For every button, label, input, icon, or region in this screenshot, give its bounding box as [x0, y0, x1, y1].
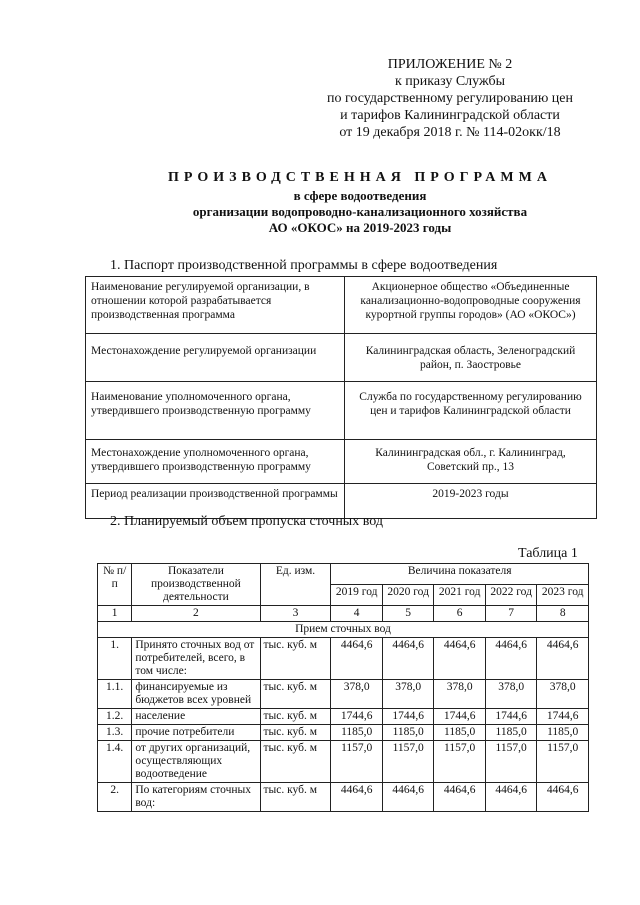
passport-label: Период реализации производственной программы: [86, 484, 345, 519]
row-value: 4464,6: [331, 638, 382, 680]
table-row: [98, 680, 589, 709]
column-number: 2: [132, 606, 260, 622]
row-unit: тыс. куб. м: [260, 783, 331, 812]
row-value: 378,0: [434, 680, 485, 709]
table-row: [98, 741, 589, 783]
column-number: 7: [485, 606, 536, 622]
row-num: 1.3.: [98, 725, 132, 741]
row-value: 1157,0: [382, 741, 433, 783]
row-value: 4464,6: [485, 783, 536, 812]
row-unit: тыс. куб. м: [260, 709, 331, 725]
header-year: 2019 год: [331, 585, 382, 606]
row-num: 2.: [98, 783, 132, 812]
row-indicator: Принято сточных вод от потребителей, всего, в том числе:: [132, 638, 260, 680]
row-value: 4464,6: [485, 638, 536, 680]
header-value: Величина показателя: [331, 564, 589, 585]
row-value: 1185,0: [434, 725, 485, 741]
appendix-line: к приказу Службы: [395, 74, 505, 89]
row-value: 4464,6: [382, 638, 433, 680]
header-num: № п/п: [98, 564, 132, 606]
appendix-header: [300, 56, 600, 141]
passport-row: [86, 440, 597, 484]
passport-row: [86, 334, 597, 382]
row-value: 1744,6: [382, 709, 433, 725]
header-year: 2021 год: [434, 585, 485, 606]
appendix-line: по государственному регулированию цен: [327, 91, 573, 106]
row-value: 378,0: [485, 680, 536, 709]
row-num: 1.: [98, 638, 132, 680]
row-value: 1744,6: [537, 709, 589, 725]
header-indicator: Показатели производственной деятельности: [132, 564, 260, 606]
row-value: 1185,0: [331, 725, 382, 741]
row-value: 4464,6: [434, 638, 485, 680]
section-2-title: 2. Планируемый объем пропуска сточных вод: [110, 514, 383, 529]
table-row: [98, 638, 589, 680]
header-year: 2023 год: [537, 585, 589, 606]
header-unit: Ед. изм.: [260, 564, 331, 606]
row-value: 1744,6: [331, 709, 382, 725]
section-1-title: 1. Паспорт производственной программы в сфере водоотведения: [110, 258, 498, 273]
row-value: 1157,0: [434, 741, 485, 783]
passport-value: Калининградская обл., г. Калининград, Советский пр., 13: [345, 440, 597, 484]
title-subtitle: АО «ОКОС» на 2019-2023 годы: [268, 220, 452, 235]
row-indicator: население: [132, 709, 260, 725]
passport-value: Калининградская область, Зеленоградский район, п. Заостровье: [345, 334, 597, 382]
row-unit: тыс. куб. м: [260, 680, 331, 709]
column-number: 3: [260, 606, 331, 622]
table-header-row: [98, 564, 589, 585]
passport-label: Местонахождение регулируемой организации: [86, 334, 345, 382]
row-value: 1185,0: [382, 725, 433, 741]
table-row: [98, 725, 589, 741]
passport-table: [85, 276, 597, 519]
title-main: ПРОИЗВОДСТВЕННАЯ ПРОГРАММА: [168, 170, 552, 185]
row-value: 378,0: [382, 680, 433, 709]
row-value: 4464,6: [434, 783, 485, 812]
header-year: 2020 год: [382, 585, 433, 606]
passport-label: Наименование регулируемой организации, в отношении которой разрабатывается производственная программа: [86, 277, 345, 334]
row-value: 4464,6: [537, 783, 589, 812]
title-subtitle: в сфере водоотведения: [293, 188, 427, 203]
table-row: [98, 783, 589, 812]
passport-row: [86, 277, 597, 334]
appendix-line: ПРИЛОЖЕНИЕ № 2: [387, 57, 513, 72]
table-group-row: [98, 622, 589, 638]
title-subtitle: организации водопроводно-канализационного хозяйства: [192, 204, 528, 219]
row-value: 1157,0: [485, 741, 536, 783]
row-indicator: финансируемые из бюджетов всех уровней: [132, 680, 260, 709]
header-year: 2022 год: [485, 585, 536, 606]
passport-value: Служба по государственному регулированию цен и тарифов Калининградской области: [345, 382, 597, 440]
table-row: [98, 709, 589, 725]
wastewater-volume-table: [97, 563, 589, 812]
row-value: 1185,0: [485, 725, 536, 741]
row-indicator: от других организаций, осуществляющих водоотведение: [132, 741, 260, 783]
table-column-numbers-row: [98, 606, 589, 622]
appendix-line: и тарифов Калининградской области: [340, 108, 560, 123]
document-title: [60, 170, 640, 236]
appendix-line: от 19 декабря 2018 г. № 114-02окк/18: [339, 125, 561, 140]
row-unit: тыс. куб. м: [260, 638, 331, 680]
passport-value: 2019-2023 годы: [345, 484, 597, 519]
row-value: 1185,0: [537, 725, 589, 741]
row-value: 378,0: [537, 680, 589, 709]
row-value: 4464,6: [331, 783, 382, 812]
column-number: 8: [537, 606, 589, 622]
row-unit: тыс. куб. м: [260, 741, 331, 783]
row-num: 1.1.: [98, 680, 132, 709]
row-indicator: По категориям сточных вод:: [132, 783, 260, 812]
column-number: 5: [382, 606, 433, 622]
row-value: 4464,6: [382, 783, 433, 812]
row-value: 1744,6: [485, 709, 536, 725]
row-indicator: прочие потребители: [132, 725, 260, 741]
passport-value: Акционерное общество «Объединенные канализационно-водопроводные сооружения курортной группы городов» (АО «ОКОС»): [345, 277, 597, 334]
column-number: 6: [434, 606, 485, 622]
column-number: 4: [331, 606, 382, 622]
row-value: 4464,6: [537, 638, 589, 680]
passport-row: [86, 382, 597, 440]
row-num: 1.2.: [98, 709, 132, 725]
row-num: 1.4.: [98, 741, 132, 783]
passport-label: Наименование уполномоченного органа, утвердившего производственную программу: [86, 382, 345, 440]
row-unit: тыс. куб. м: [260, 725, 331, 741]
table-caption: Таблица 1: [518, 546, 578, 561]
row-value: 378,0: [331, 680, 382, 709]
passport-label: Местонахождение уполномоченного органа, утвердившего производственную программу: [86, 440, 345, 484]
row-value: 1744,6: [434, 709, 485, 725]
column-number: 1: [98, 606, 132, 622]
row-value: 1157,0: [537, 741, 589, 783]
row-value: 1157,0: [331, 741, 382, 783]
group-title: Прием сточных вод: [98, 622, 589, 638]
